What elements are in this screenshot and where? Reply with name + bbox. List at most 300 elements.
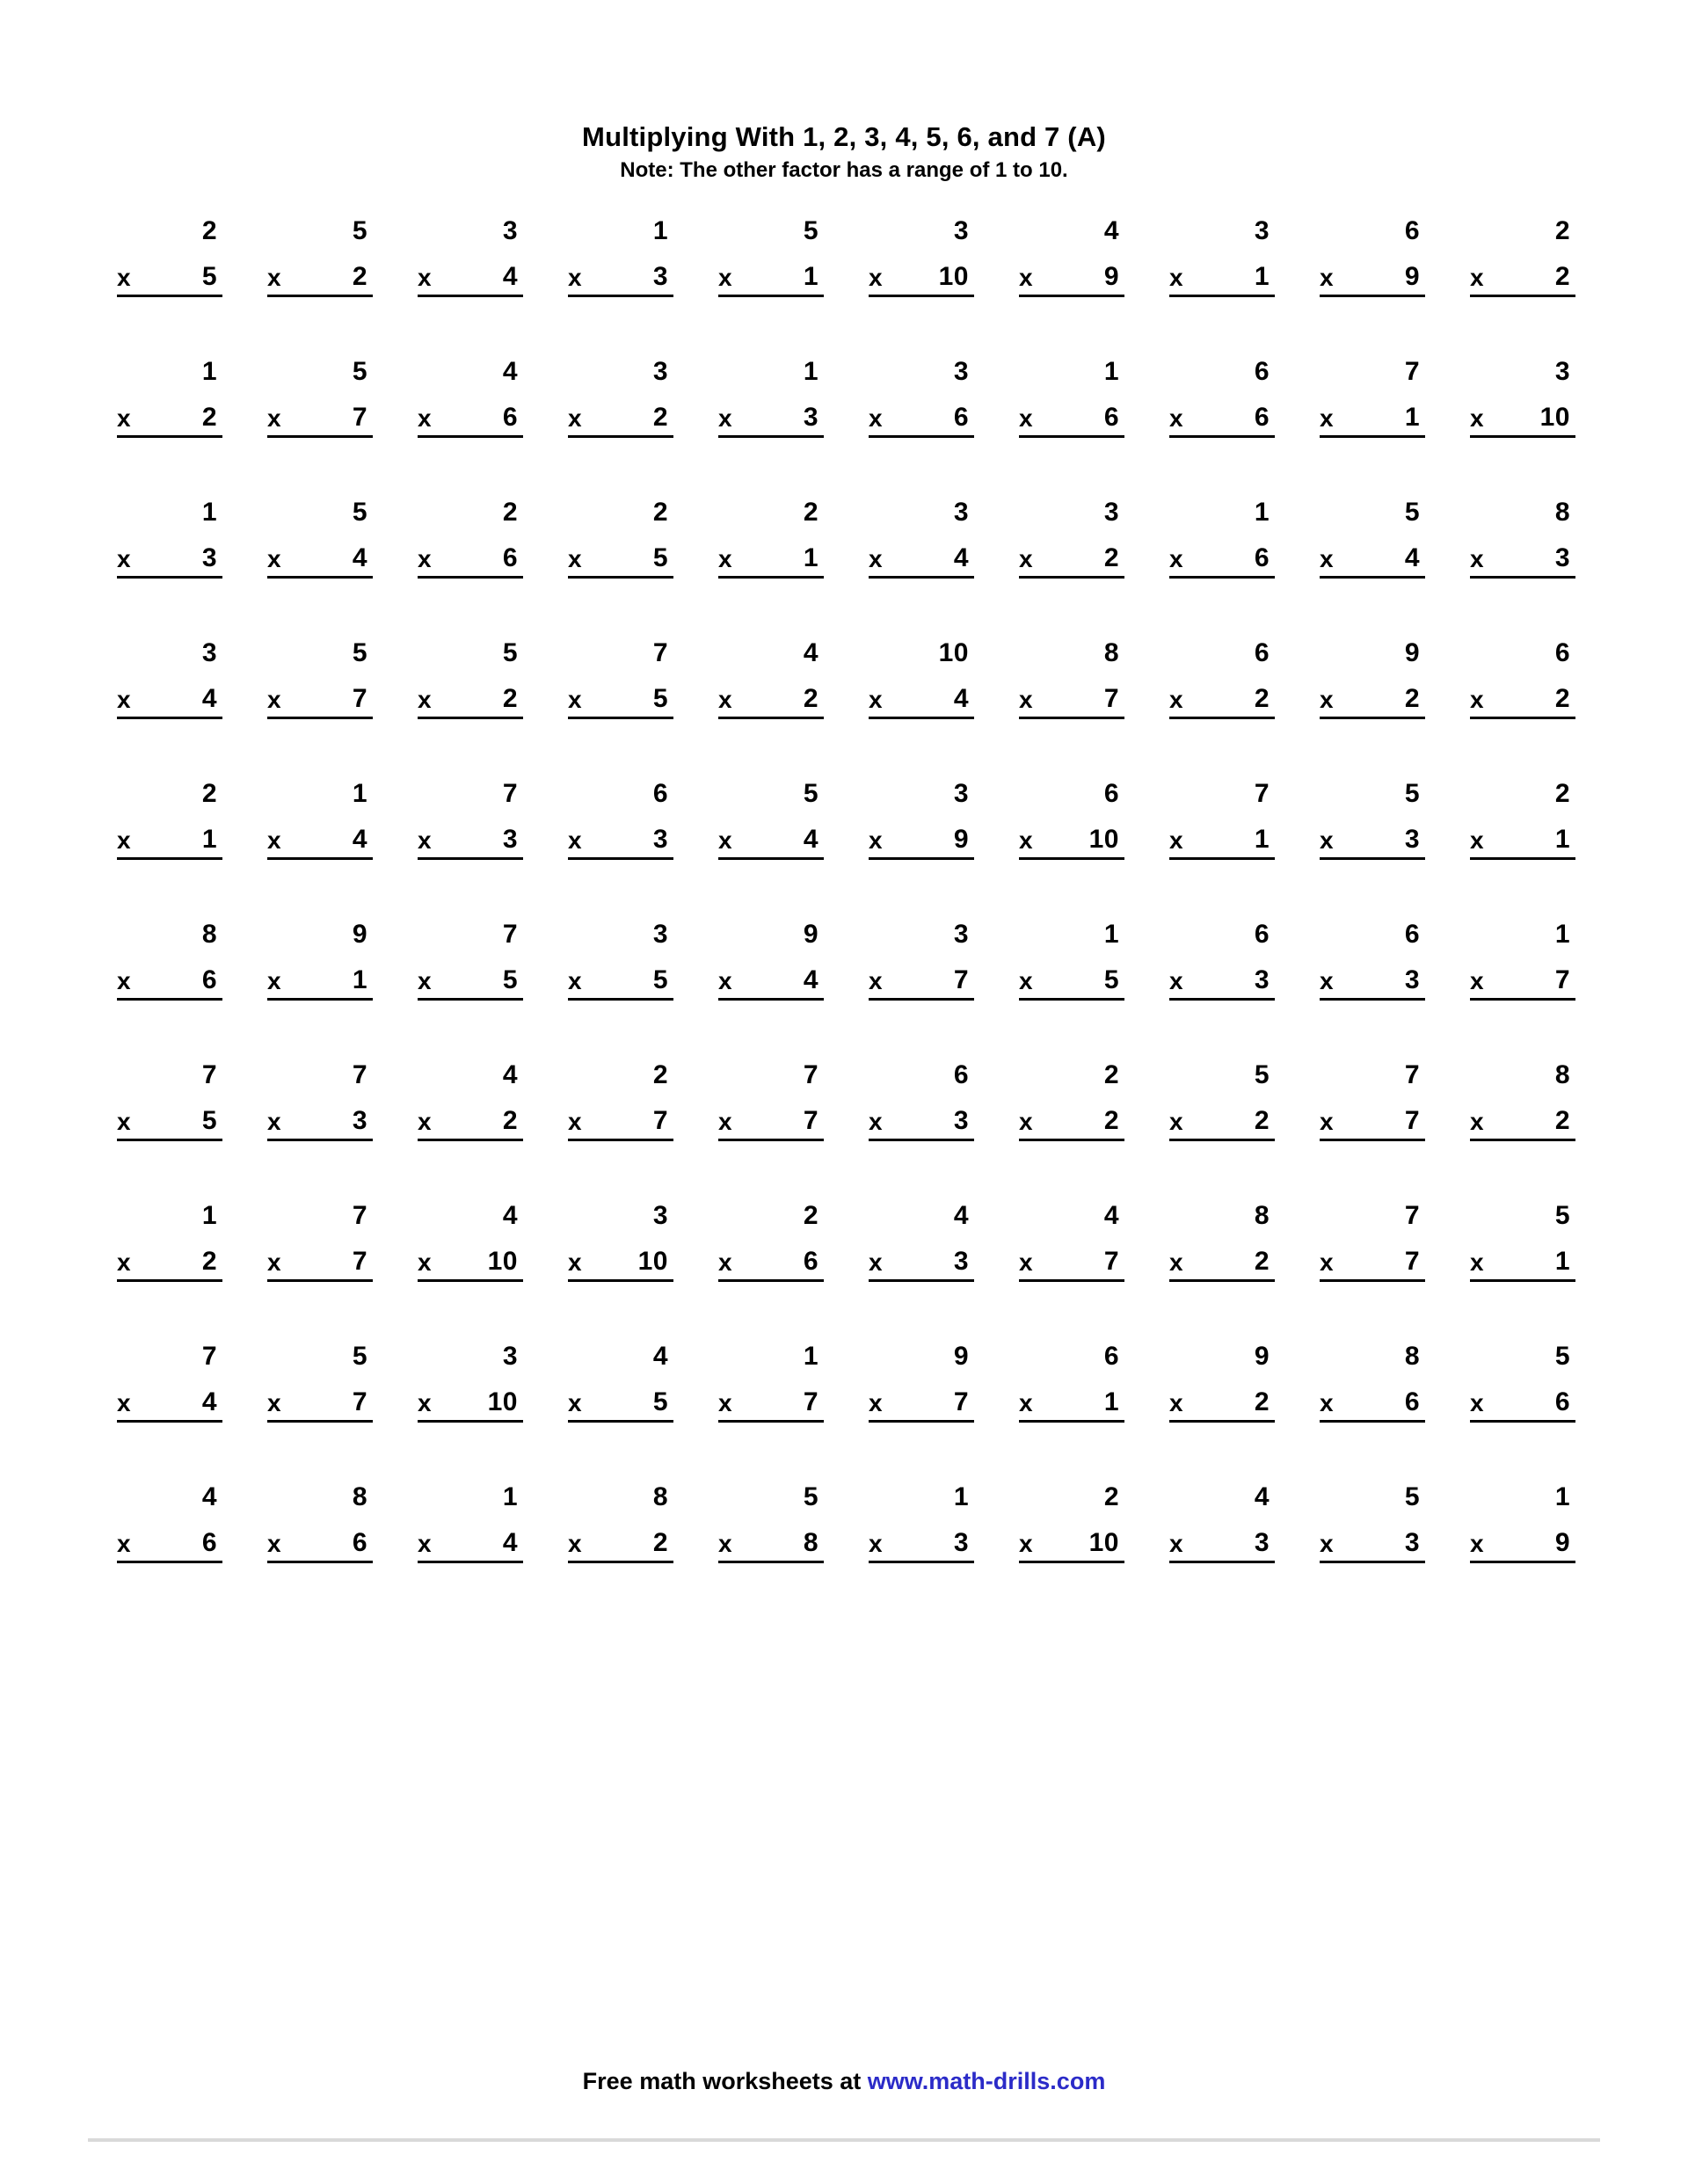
problem-row (88, 1484, 1591, 1625)
answer-line[interactable] (418, 1249, 523, 1282)
answer-line[interactable] (117, 404, 222, 438)
answer-line[interactable] (418, 967, 523, 1001)
answer-line[interactable] (568, 1108, 673, 1141)
top-factor: 5 (1254, 1060, 1270, 1090)
multiplication-problem (238, 1343, 389, 1484)
answer-line[interactable] (1019, 545, 1124, 579)
multiply-operator: x (1019, 686, 1033, 714)
answer-line[interactable] (267, 264, 373, 297)
answer-line[interactable] (1320, 967, 1425, 1001)
bottom-factor: 2 (1554, 1106, 1570, 1136)
multiply-operator: x (1320, 404, 1334, 433)
multiply-operator: x (117, 404, 131, 433)
answer-line[interactable] (568, 686, 673, 719)
answer-line[interactable] (718, 545, 824, 579)
answer-line[interactable] (267, 1389, 373, 1423)
answer-line[interactable] (1320, 1249, 1425, 1282)
multiply-operator: x (1320, 1389, 1334, 1417)
top-factor: 5 (352, 357, 367, 387)
top-factor: 5 (1404, 779, 1420, 809)
bottom-factor: 3 (502, 825, 518, 855)
bottom-factor: 10 (487, 1247, 518, 1277)
bottom-factor: 4 (201, 1387, 217, 1417)
answer-line[interactable] (869, 1108, 974, 1141)
top-factor: 6 (1103, 1342, 1119, 1372)
answer-line[interactable] (1019, 1249, 1124, 1282)
answer-line[interactable] (1169, 545, 1275, 579)
answer-line[interactable] (1470, 1530, 1575, 1563)
multiplication-problem (1140, 499, 1291, 640)
problem-grid (88, 218, 1600, 1625)
multiply-operator: x (1019, 1389, 1033, 1417)
answer-line[interactable] (1169, 1530, 1275, 1563)
top-factor: 3 (953, 498, 969, 528)
answer-line[interactable] (718, 404, 824, 438)
multiplication-problem (840, 640, 990, 781)
answer-line[interactable] (418, 1530, 523, 1563)
multiply-operator: x (117, 264, 131, 292)
answer-line[interactable] (117, 545, 222, 579)
answer-line[interactable] (869, 264, 974, 297)
top-factor: 7 (502, 920, 518, 950)
answer-line[interactable] (267, 967, 373, 1001)
bottom-factor: 6 (201, 1528, 217, 1558)
answer-line[interactable] (1169, 1249, 1275, 1282)
bottom-factor: 5 (652, 543, 668, 573)
multiply-operator: x (267, 967, 281, 995)
answer-line[interactable] (1019, 1389, 1124, 1423)
bottom-factor: 2 (1554, 684, 1570, 714)
bottom-factor: 2 (1103, 543, 1119, 573)
multiplication-problem (840, 499, 990, 640)
answer-line[interactable] (1019, 1108, 1124, 1141)
answer-line[interactable] (1019, 264, 1124, 297)
answer-line[interactable] (267, 1249, 373, 1282)
top-factor: 8 (352, 1482, 367, 1512)
top-factor: 7 (352, 1201, 367, 1231)
multiplication-problem (238, 781, 389, 921)
answer-line[interactable] (1169, 1108, 1275, 1141)
multiplication-problem (88, 1343, 238, 1484)
problem-row (88, 1062, 1591, 1203)
answer-line[interactable] (117, 1389, 222, 1423)
answer-line[interactable] (869, 545, 974, 579)
answer-line[interactable] (1470, 264, 1575, 297)
multiply-operator: x (1320, 1108, 1334, 1136)
top-factor: 3 (1554, 357, 1570, 387)
answer-line[interactable] (1320, 826, 1425, 860)
answer-line[interactable] (418, 404, 523, 438)
multiplication-problem (539, 640, 689, 781)
answer-line[interactable] (117, 1530, 222, 1563)
multiply-operator: x (1169, 545, 1183, 573)
top-factor: 5 (502, 638, 518, 668)
multiplication-problem (689, 359, 840, 499)
top-factor: 6 (652, 779, 668, 809)
multiply-operator: x (418, 545, 432, 573)
bottom-factor: 3 (652, 262, 668, 292)
bottom-factor: 2 (201, 1247, 217, 1277)
bottom-factor: 7 (1103, 1247, 1119, 1277)
multiply-operator: x (1169, 1108, 1183, 1136)
top-factor: 1 (201, 357, 217, 387)
answer-line[interactable] (718, 264, 824, 297)
answer-line[interactable] (1320, 686, 1425, 719)
answer-line[interactable] (1320, 1108, 1425, 1141)
multiplication-problem (1140, 781, 1291, 921)
answer-line[interactable] (418, 686, 523, 719)
answer-line[interactable] (1019, 1530, 1124, 1563)
top-factor: 6 (1254, 638, 1270, 668)
multiplication-problem (88, 1062, 238, 1203)
answer-line[interactable] (1169, 967, 1275, 1001)
multiply-operator: x (568, 264, 582, 292)
multiply-operator: x (418, 404, 432, 433)
top-factor: 7 (201, 1060, 217, 1090)
bottom-factor: 10 (1539, 403, 1570, 433)
answer-line[interactable] (869, 1249, 974, 1282)
multiplication-problem (689, 921, 840, 1062)
answer-line[interactable] (1470, 686, 1575, 719)
answer-line[interactable] (718, 1249, 824, 1282)
bottom-factor: 7 (352, 684, 367, 714)
bottom-factor: 4 (953, 684, 969, 714)
multiplication-problem (1291, 218, 1441, 359)
multiply-operator: x (418, 826, 432, 855)
multiplication-problem (840, 1062, 990, 1203)
top-factor: 8 (1103, 638, 1119, 668)
multiply-operator: x (718, 404, 732, 433)
bottom-factor: 5 (201, 262, 217, 292)
top-factor: 7 (652, 638, 668, 668)
top-factor: 2 (803, 1201, 819, 1231)
answer-line[interactable] (1320, 404, 1425, 438)
multiply-operator: x (1470, 967, 1484, 995)
multiply-operator: x (568, 545, 582, 573)
multiplication-problem (1140, 1062, 1291, 1203)
bottom-factor: 3 (201, 543, 217, 573)
multiply-operator: x (1470, 1530, 1484, 1558)
multiply-operator: x (418, 686, 432, 714)
multiplication-problem (389, 781, 539, 921)
bottom-factor: 2 (352, 262, 367, 292)
answer-line[interactable] (568, 1530, 673, 1563)
answer-line[interactable] (418, 545, 523, 579)
top-factor: 4 (803, 638, 819, 668)
answer-line[interactable] (1169, 826, 1275, 860)
multiplication-problem (389, 1062, 539, 1203)
bottom-factor: 3 (1254, 1528, 1270, 1558)
answer-line[interactable] (718, 686, 824, 719)
answer-line[interactable] (267, 545, 373, 579)
multiply-operator: x (267, 404, 281, 433)
multiplication-problem (1291, 1203, 1441, 1343)
answer-line[interactable] (1470, 826, 1575, 860)
bottom-factor: 2 (803, 684, 819, 714)
answer-line[interactable] (869, 404, 974, 438)
multiplication-problem (1441, 1203, 1591, 1343)
problem-row (88, 218, 1591, 359)
answer-line[interactable] (1470, 545, 1575, 579)
multiplication-problem (1140, 1203, 1291, 1343)
answer-line[interactable] (117, 686, 222, 719)
multiply-operator: x (568, 686, 582, 714)
answer-line[interactable] (1470, 1389, 1575, 1423)
multiplication-problem (1441, 499, 1591, 640)
top-factor: 5 (1404, 1482, 1420, 1512)
footer-site-link[interactable]: www.math-drills.com (867, 2068, 1106, 2094)
answer-line[interactable] (117, 264, 222, 297)
top-factor: 7 (1404, 357, 1420, 387)
multiply-operator: x (1320, 1530, 1334, 1558)
bottom-factor: 1 (1103, 1387, 1119, 1417)
top-factor: 8 (652, 1482, 668, 1512)
bottom-factor: 5 (652, 965, 668, 995)
answer-line[interactable] (1320, 264, 1425, 297)
answer-line[interactable] (568, 404, 673, 438)
top-factor: 6 (1254, 357, 1270, 387)
multiply-operator: x (117, 686, 131, 714)
answer-line[interactable] (267, 404, 373, 438)
multiply-operator: x (1019, 1249, 1033, 1277)
answer-line[interactable] (1019, 826, 1124, 860)
multiplication-problem (389, 640, 539, 781)
multiplication-problem (840, 1484, 990, 1625)
top-factor: 1 (652, 216, 668, 246)
bottom-factor: 4 (803, 965, 819, 995)
answer-line[interactable] (117, 826, 222, 860)
bottom-factor: 5 (1103, 965, 1119, 995)
bottom-factor: 3 (352, 1106, 367, 1136)
top-factor: 9 (1254, 1342, 1270, 1372)
bottom-factor: 6 (953, 403, 969, 433)
top-factor: 5 (352, 638, 367, 668)
multiplication-problem (689, 781, 840, 921)
top-factor: 5 (352, 1342, 367, 1372)
multiplication-problem (389, 1203, 539, 1343)
top-factor: 7 (352, 1060, 367, 1090)
multiplication-problem (238, 1062, 389, 1203)
multiplication-problem (539, 1343, 689, 1484)
answer-line[interactable] (1169, 404, 1275, 438)
answer-line[interactable] (1019, 686, 1124, 719)
answer-line[interactable] (718, 967, 824, 1001)
bottom-factor: 4 (352, 825, 367, 855)
multiplication-problem (1291, 1343, 1441, 1484)
bottom-factor: 9 (1103, 262, 1119, 292)
answer-line[interactable] (568, 1249, 673, 1282)
bottom-factor: 3 (1404, 825, 1420, 855)
answer-line[interactable] (568, 545, 673, 579)
top-factor: 3 (953, 779, 969, 809)
answer-line[interactable] (568, 967, 673, 1001)
multiply-operator: x (869, 967, 883, 995)
multiply-operator: x (1019, 545, 1033, 573)
answer-line[interactable] (718, 1530, 824, 1563)
top-factor: 1 (502, 1482, 518, 1512)
bottom-factor: 5 (201, 1106, 217, 1136)
answer-line[interactable] (418, 264, 523, 297)
bottom-factor: 7 (652, 1106, 668, 1136)
top-factor: 5 (1554, 1201, 1570, 1231)
multiply-operator: x (1470, 686, 1484, 714)
top-factor: 4 (652, 1342, 668, 1372)
multiply-operator: x (568, 1530, 582, 1558)
answer-line[interactable] (267, 1108, 373, 1141)
answer-line[interactable] (1470, 967, 1575, 1001)
top-factor: 6 (1554, 638, 1570, 668)
answer-line[interactable] (718, 826, 824, 860)
multiplication-problem (88, 1484, 238, 1625)
multiply-operator: x (1320, 264, 1334, 292)
top-factor: 9 (953, 1342, 969, 1372)
answer-line[interactable] (869, 826, 974, 860)
multiplication-problem (1291, 640, 1441, 781)
multiplication-problem (1441, 1484, 1591, 1625)
multiply-operator: x (267, 686, 281, 714)
answer-line[interactable] (1019, 967, 1124, 1001)
answer-line[interactable] (568, 826, 673, 860)
bottom-factor: 2 (1254, 684, 1270, 714)
bottom-factor: 10 (938, 262, 969, 292)
multiply-operator: x (869, 1249, 883, 1277)
top-factor: 4 (201, 1482, 217, 1512)
answer-line[interactable] (869, 967, 974, 1001)
multiplication-problem (238, 1203, 389, 1343)
bottom-factor: 10 (487, 1387, 518, 1417)
answer-line[interactable] (869, 686, 974, 719)
multiply-operator: x (1019, 1530, 1033, 1558)
page-title: Multiplying With 1, 2, 3, 4, 5, 6, and 7 (A) (582, 121, 1106, 152)
top-factor: 4 (953, 1201, 969, 1231)
multiply-operator: x (718, 1530, 732, 1558)
multiply-operator: x (1019, 264, 1033, 292)
multiply-operator: x (1019, 1108, 1033, 1136)
answer-line[interactable] (1169, 686, 1275, 719)
answer-line[interactable] (1470, 404, 1575, 438)
multiply-operator: x (418, 264, 432, 292)
top-factor: 3 (201, 638, 217, 668)
multiply-operator: x (418, 1389, 432, 1417)
multiplication-problem (389, 359, 539, 499)
multiplication-problem (238, 921, 389, 1062)
multiplication-problem (88, 218, 238, 359)
multiply-operator: x (1470, 1389, 1484, 1417)
top-factor: 3 (1254, 216, 1270, 246)
bottom-factor: 6 (1254, 543, 1270, 573)
top-factor: 5 (1554, 1342, 1570, 1372)
bottom-factor: 3 (1554, 543, 1570, 573)
multiply-operator: x (869, 545, 883, 573)
problem-row (88, 781, 1591, 921)
top-factor: 1 (1103, 920, 1119, 950)
multiplication-problem (389, 218, 539, 359)
answer-line[interactable] (1019, 404, 1124, 438)
top-factor: 2 (1554, 779, 1570, 809)
answer-line[interactable] (1169, 1389, 1275, 1423)
top-factor: 3 (652, 1201, 668, 1231)
answer-line[interactable] (117, 967, 222, 1001)
answer-line[interactable] (1320, 545, 1425, 579)
answer-line[interactable] (418, 1108, 523, 1141)
answer-line[interactable] (267, 826, 373, 860)
answer-line[interactable] (1320, 1389, 1425, 1423)
multiplication-problem (840, 359, 990, 499)
answer-line[interactable] (117, 1108, 222, 1141)
bottom-factor: 1 (1404, 403, 1420, 433)
answer-line[interactable] (418, 826, 523, 860)
answer-line[interactable] (1470, 1108, 1575, 1141)
answer-line[interactable] (869, 1389, 974, 1423)
footer-credit (88, 2068, 1600, 2095)
multiplication-problem (539, 1062, 689, 1203)
bottom-factor: 10 (1088, 825, 1119, 855)
answer-line[interactable] (1169, 264, 1275, 297)
answer-line[interactable] (718, 1108, 824, 1141)
bottom-factor: 7 (1404, 1106, 1420, 1136)
answer-line[interactable] (267, 1530, 373, 1563)
bottom-factor: 1 (1554, 1247, 1570, 1277)
answer-line[interactable] (117, 1249, 222, 1282)
top-factor: 2 (652, 1060, 668, 1090)
top-factor: 1 (201, 498, 217, 528)
answer-line[interactable] (418, 1389, 523, 1423)
top-factor: 7 (1254, 779, 1270, 809)
problem-row (88, 1343, 1591, 1484)
bottom-factor: 2 (201, 403, 217, 433)
bottom-factor: 4 (502, 1528, 518, 1558)
multiply-operator: x (418, 1108, 432, 1136)
answer-line[interactable] (568, 1389, 673, 1423)
bottom-factor: 7 (1103, 684, 1119, 714)
multiplication-problem (389, 1343, 539, 1484)
top-factor: 7 (803, 1060, 819, 1090)
top-factor: 5 (803, 779, 819, 809)
answer-line[interactable] (267, 686, 373, 719)
multiply-operator: x (718, 1389, 732, 1417)
top-factor: 5 (352, 498, 367, 528)
multiplication-problem (539, 781, 689, 921)
multiply-operator: x (117, 826, 131, 855)
multiply-operator: x (718, 686, 732, 714)
multiplication-problem (990, 1484, 1140, 1625)
bottom-factor: 7 (1404, 1247, 1420, 1277)
multiplication-problem (1140, 218, 1291, 359)
bottom-factor: 2 (1254, 1387, 1270, 1417)
bottom-factor: 2 (1254, 1247, 1270, 1277)
multiplication-problem (990, 921, 1140, 1062)
bottom-factor: 4 (352, 543, 367, 573)
multiply-operator: x (1169, 1389, 1183, 1417)
multiply-operator: x (568, 1108, 582, 1136)
answer-line[interactable] (1470, 1249, 1575, 1282)
answer-line[interactable] (869, 1530, 974, 1563)
top-factor: 1 (201, 1201, 217, 1231)
bottom-factor: 1 (201, 825, 217, 855)
page-subtitle: Note: The other factor has a range of 1 to 10. (620, 158, 1068, 183)
multiply-operator: x (568, 967, 582, 995)
top-factor: 6 (1103, 779, 1119, 809)
answer-line[interactable] (568, 264, 673, 297)
multiplication-problem (238, 1484, 389, 1625)
multiply-operator: x (568, 826, 582, 855)
multiplication-problem (238, 359, 389, 499)
answer-line[interactable] (1320, 1530, 1425, 1563)
multiplication-problem (88, 499, 238, 640)
answer-line[interactable] (718, 1389, 824, 1423)
multiplication-problem (539, 218, 689, 359)
multiply-operator: x (718, 264, 732, 292)
